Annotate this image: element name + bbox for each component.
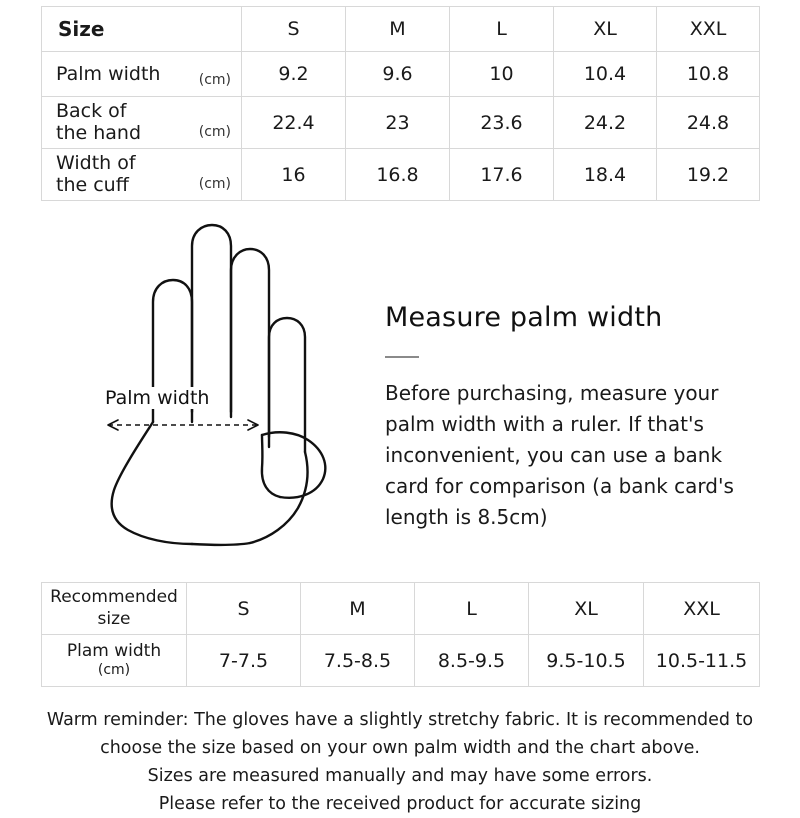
column-header-m: M	[346, 7, 450, 52]
size-table	[41, 6, 760, 201]
cell-palm-width-s: 9.2	[242, 52, 346, 97]
cell-recommended-xl: 9.5-10.5	[529, 635, 644, 687]
column-header-s: S	[187, 583, 301, 635]
column-header-m: M	[301, 583, 415, 635]
column-header-xl: XL	[554, 7, 657, 52]
column-header-recommended-size: Recommended size	[42, 583, 187, 635]
column-header-l: L	[450, 7, 554, 52]
row-label-plam-width: Plam width (cm)	[42, 635, 187, 687]
unit-cm: (cm)	[198, 176, 231, 192]
cell-width-of-cuff-xxl: 19.2	[657, 149, 760, 201]
cell-back-of-hand-xl: 24.2	[554, 97, 657, 149]
cell-width-of-cuff-l: 17.6	[450, 149, 554, 201]
cell-width-of-cuff-m: 16.8	[346, 149, 450, 201]
footer-line-2: choose the size based on your own palm width and the chart above.	[100, 738, 700, 758]
table-row	[42, 635, 760, 687]
unit-cm: (cm)	[97, 662, 131, 679]
column-header-l: L	[415, 583, 529, 635]
footer-line-1: Warm reminder: The gloves have a slightly stretchy fabric. It is recommended to	[46, 710, 754, 730]
palm-width-label: Palm width	[102, 387, 212, 409]
footer-note	[0, 706, 800, 818]
recommended-size-table	[41, 582, 760, 687]
cell-palm-width-xl: 10.4	[554, 52, 657, 97]
cell-palm-width-l: 10	[450, 52, 554, 97]
footer-line-3: Sizes are measured manually and may have some errors.	[147, 766, 653, 786]
measure-body: Before purchasing, measure your palm width with a ruler. If that's inconvenient, you can use a bank card for comparison (a bank card's length is 8.5cm)	[385, 381, 734, 530]
table-header-row	[42, 7, 760, 52]
cell-back-of-hand-l: 23.6	[450, 97, 554, 149]
table-header-row	[42, 583, 760, 635]
cell-recommended-s: 7-7.5	[187, 635, 301, 687]
divider	[385, 356, 419, 358]
column-header-size: Size	[42, 7, 242, 52]
table-row	[42, 97, 760, 149]
cell-width-of-cuff-xl: 18.4	[554, 149, 657, 201]
cell-recommended-xxl: 10.5-11.5	[644, 635, 760, 687]
measure-text-block	[385, 302, 760, 533]
row-label-palm-width: Palm width (cm)	[42, 52, 242, 97]
cell-width-of-cuff-s: 16	[242, 149, 346, 201]
cell-recommended-l: 8.5-9.5	[415, 635, 529, 687]
column-header-xxl: XXL	[657, 7, 760, 52]
cell-back-of-hand-m: 23	[346, 97, 450, 149]
table-row	[42, 52, 760, 97]
cell-palm-width-xxl: 10.8	[657, 52, 760, 97]
column-header-s: S	[242, 7, 346, 52]
column-header-xxl: XXL	[644, 583, 760, 635]
hand-diagram	[40, 222, 370, 567]
row-label-width-of-cuff: Width of the cuff (cm)	[42, 149, 242, 201]
column-header-xl: XL	[529, 583, 644, 635]
table-row	[42, 149, 760, 201]
row-label-back-of-hand: Back of the hand (cm)	[42, 97, 242, 149]
cell-recommended-m: 7.5-8.5	[301, 635, 415, 687]
footer-line-4: Please refer to the received product for accurate sizing	[158, 794, 642, 814]
cell-back-of-hand-s: 22.4	[242, 97, 346, 149]
cell-back-of-hand-xxl: 24.8	[657, 97, 760, 149]
measure-title: Measure palm width	[385, 302, 663, 333]
measure-section	[0, 222, 800, 567]
unit-cm: (cm)	[198, 124, 231, 140]
unit-cm: (cm)	[198, 72, 231, 88]
cell-palm-width-m: 9.6	[346, 52, 450, 97]
palm-width-arrow-icon	[108, 420, 258, 430]
